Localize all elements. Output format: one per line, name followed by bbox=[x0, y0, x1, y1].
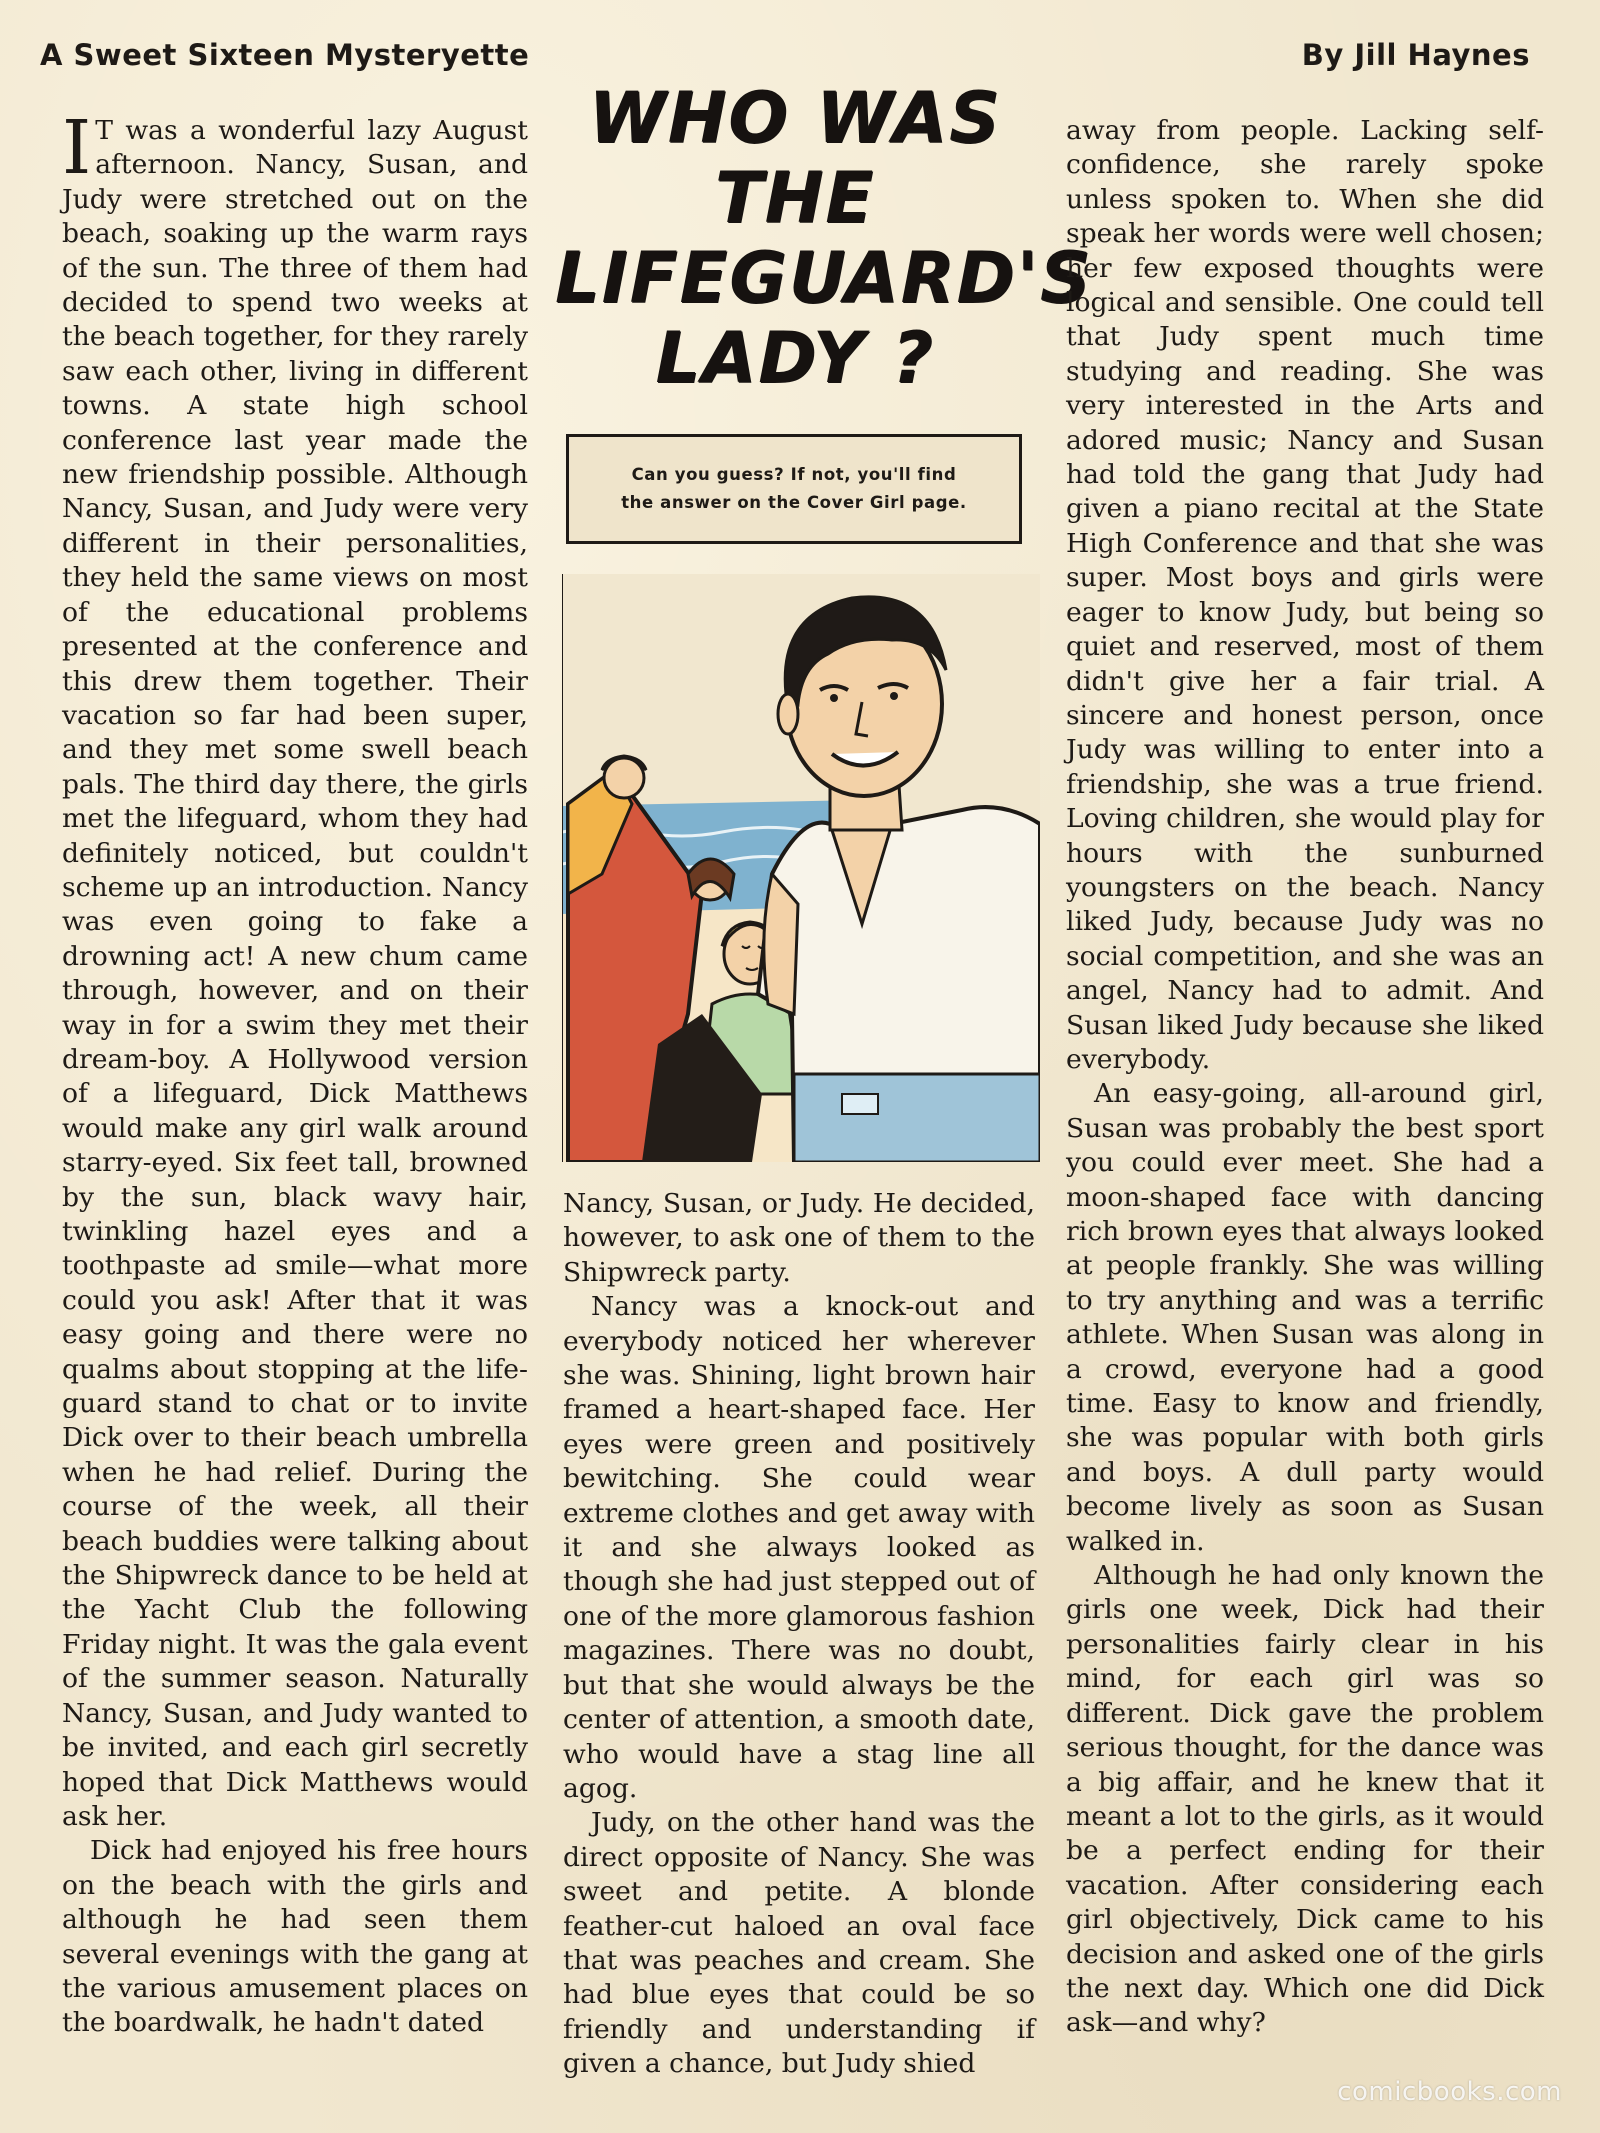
story-paragraph: An easy-going, all-around girl, Susan was probably the best sport you could ever meet. She had a moon-shaped face with dancing rich brown eyes that always looked at people frankly. She was willing to try anything and was a terrific athlete. When Susan was along in a crowd, everyone had a good time. Easy to know and friendly, she was popular with both girls and boys. A dull party would become lively as soon as Susan walked in. bbox=[1066, 1078, 1544, 1557]
title-line: LADY ? bbox=[655, 317, 935, 399]
story-paragraph: Although he had only known the girls one week, Dick had their personalities fairly clear in his mind, for each girl was so different. Dick gave the problem serious thought, for the dance was a big affair, and he knew that it meant a lot to the girls, as it would be a perfect ending for their vacation. After considering each girl objectively, Dick came to his decision and asked one of the girls the next day. Which one did Dick ask—and why? bbox=[1066, 1560, 1544, 2039]
guess-box bbox=[566, 434, 1022, 544]
story-paragraph: Nancy, Susan, or Judy. He decided, however, to ask one of them to the Shipwreck party. bbox=[563, 1188, 1035, 1288]
story-title bbox=[555, 77, 1093, 399]
story-paragraph: away from people. Lacking self-confidence, she rarely spoke unless spoken to. When she did speak her words were well chosen; her few exposed thoughts were logical and sensible. One could tell that Judy spent much time studying and reading. She was very interested in the Arts and adored music; Nancy and Susan had told the gang that Judy had given a piano recital at the State High Conference and that she was super. Most boys and girls were eager to know Judy, but being so quiet and reserved, most of them didn't give her a fair trial. A sincere and honest person, once Judy was willing to enter into a friendship, she was a true friend. Loving children, she would play for hours with the sunburned youngsters on the beach. Nancy liked Judy, because Judy was no social competition, and she was an angel, Nancy had to admit. And Susan liked Judy because she liked everybody. bbox=[1066, 115, 1544, 1075]
title-line: WHO WAS bbox=[588, 77, 1002, 159]
story-paragraph: Judy, on the other hand was the direct opposite of Nancy. She was sweet and petite. A blonde feather-cut haloed an oval face that was peaches and cream. She had blue eyes that could be so friendly and understanding if given a chance, but Judy shied bbox=[563, 1807, 1035, 2080]
story-paragraph bbox=[62, 105, 528, 1834]
story-column-left bbox=[62, 105, 528, 2041]
paragraph-text: T was a wonderful lazy August afternoon. Nancy, Susan, and Judy were stretched out on the beach, soaking up the warm rays of the sun. The three of them had decided to spend two weeks at the beach together, for they rarely saw each other, living in different towns. A state high school conference last year made the new friendship possible. Although Nancy, Susan, and Judy were very different in their personalities, they held the same views on most of the educational problems presented at the conference and this drew them together. Their vacation so far had been super, and they met some swell beach pals. The third day there, the girls met the lifeguard, whom they had definitely noticed, but couldn't scheme up an introduction. Nancy was even going to fake a drowning act! A new chum came through, however, and on their way in for a swim they met their dream-boy. A Hollywood version of a lifeguard, Dick Matthews would make any girl walk around starry-eyed. Six feet tall, browned by the sun, black wavy hair, twinkling hazel eyes and a toothpaste ad smile—what more could you ask! After that it was easy going and there were no qualms about stopping at the life-guard stand to chat or to invite Dick over to their beach umbrella when he had relief. During the course of the week, all their beach buddies were talking about the Shipwreck dance to be held at the Yacht Club the following Friday night. It was the gala event of the summer season. Naturally Nancy, Susan, and Judy wanted to be invited, and each girl secretly hoped that Dick Matthews would ask her. bbox=[62, 115, 528, 1832]
byline: By Jill Haynes bbox=[1301, 38, 1530, 72]
guess-line: the answer on the Cover Girl page. bbox=[621, 493, 967, 512]
lifeguard-illustration bbox=[562, 574, 1040, 1162]
series-title: A Sweet Sixteen Mysteryette bbox=[40, 38, 530, 72]
title-line: THE bbox=[714, 157, 876, 239]
story-column-middle bbox=[563, 1187, 1035, 2082]
drop-cap: I bbox=[62, 105, 92, 191]
watermark: comicbooks.com bbox=[1337, 2077, 1562, 2107]
story-paragraph: Nancy was a knock-out and everybody noticed her wherever she was. Shining, light brown hair framed a heart-shaped face. Her eyes were green and positively bewitching. She could wear extreme clothes and get away with it and she always looked as though she had just stepped out of one of the more glamorous fashion magazines. There was no doubt, but that she would always be the center of attention, a smooth date, who would have a stag line all agog. bbox=[563, 1291, 1035, 1804]
story-column-right bbox=[1066, 114, 1544, 2041]
guess-line: Can you guess? If not, you'll find bbox=[631, 465, 957, 484]
story-paragraph: Dick had enjoyed his free hours on the beach with the girls and although he had seen them several evenings with the gang at the various amusement places on the boardwalk, he hadn't dated bbox=[62, 1835, 528, 2039]
title-line: LIFEGUARD'S bbox=[555, 237, 1093, 319]
